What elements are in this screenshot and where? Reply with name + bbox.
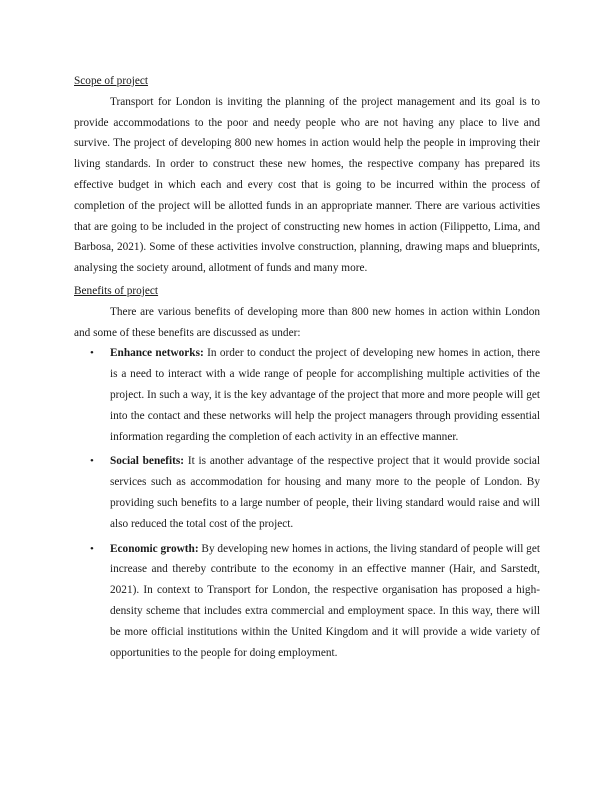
document-page xyxy=(74,71,540,667)
benefit-text: By developing new homes in actions, the living standard of people will get increase and thereby contribute to the economy in an effective manner (Hair, and Sarstedt, 2021). In context to Transport for London, the respective organisation has proposed a high-density scheme that includes extra commercial and employment space. In this way, there will be more official institutions within the United Kingdom and it will provide a wide variety of opportunities to the people for doing employment. xyxy=(110,542,540,659)
benefits-heading: Benefits of project xyxy=(74,284,159,297)
bullet-icon: • xyxy=(90,347,94,360)
bullet-icon: • xyxy=(90,542,94,555)
benefit-text: It is another advantage of the respective project that it would provide social services such as accommodation for housing and many more to the people of London. By providing such benefits to a large number of people, their living standard would raise and will also reduced the total cost of the project. xyxy=(110,455,540,530)
benefit-term: Social benefits: xyxy=(110,455,185,468)
benefit-term: Enhance networks: xyxy=(110,347,204,360)
list-item xyxy=(90,451,540,534)
benefit-text: In order to conduct the project of developing new homes in action, there is a need to interact with a wide range of people for accomplishing multiple activities of the project. In such a way, it is the key advantage of the project that more and more people will get into the contact and these networks will help the project managers through providing essential information regarding the completion of each activity in an effective manner. xyxy=(110,347,540,443)
scope-paragraph: Transport for London is inviting the planning of the project management and its goal is to provide accommodations to the poor and needy people who are not having any place to live and survive. The project of developing 800 new homes in action would help the people in improving their living standards. In order to construct these new homes, the respective company has prepared its effective budget in which each and every cost that is going to be incurred within the process of completion of the project will be allotted funds in an appropriate manner. There are various activities that are going to be included in the project of constructing new homes in action (Filippetto, Lima, and Barbosa, 2021). Some of these activities involve construction, planning, drawing maps and blueprints, analysing the society around, allotment of funds and many more. xyxy=(74,95,540,275)
list-item xyxy=(90,539,540,664)
list-item xyxy=(90,343,540,447)
benefits-intro: There are various benefits of developing more than 800 new homes in action within London and some of these benefits are discussed as under: xyxy=(74,305,540,339)
benefits-list xyxy=(74,343,540,663)
bullet-icon: • xyxy=(90,455,94,468)
scope-heading: Scope of project xyxy=(74,75,149,87)
benefit-term: Economic growth: xyxy=(110,542,199,555)
